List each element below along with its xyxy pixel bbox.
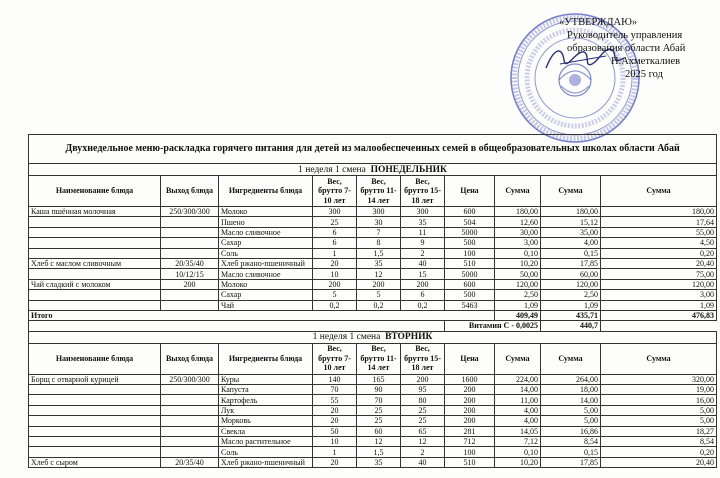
empty-cell xyxy=(601,321,717,331)
column-header: Выход блюда xyxy=(161,343,219,374)
table-cell: 12 xyxy=(357,437,401,447)
table-cell xyxy=(29,447,161,457)
table-cell: Соль xyxy=(219,248,313,258)
table-cell xyxy=(161,238,219,248)
table-cell: 25 xyxy=(313,217,357,227)
table-row xyxy=(29,374,717,384)
table-cell: 600 xyxy=(445,207,495,217)
page-title: Двухнедельное меню-раскладка горячего питания для детей из малообеспеченных семей в общеобразовательных школах области Абай xyxy=(29,135,717,164)
table-cell: Пшено xyxy=(219,217,313,227)
table-cell: 5 xyxy=(313,290,357,300)
table-cell xyxy=(29,416,161,426)
table-cell: 20 xyxy=(313,457,357,467)
table-cell: 5,00 xyxy=(601,416,717,426)
table-cell: 35 xyxy=(357,258,401,268)
table-cell: 264,00 xyxy=(541,374,601,384)
table-cell: 200 xyxy=(445,395,495,405)
table-cell: 200 xyxy=(445,385,495,395)
table-cell: 8,54 xyxy=(601,437,717,447)
table-cell: 8,54 xyxy=(541,437,601,447)
table-cell: 5000 xyxy=(445,227,495,237)
table-cell: 10 xyxy=(313,269,357,279)
table-row xyxy=(29,395,717,405)
table-cell xyxy=(29,248,161,258)
approval-line-3: образования области Абай xyxy=(567,43,686,54)
column-header: Сумма xyxy=(495,343,541,374)
table-row xyxy=(29,207,717,217)
table-row xyxy=(29,300,717,310)
table-cell: 15,12 xyxy=(541,217,601,227)
header-row xyxy=(29,343,717,374)
column-header: Цена xyxy=(445,176,495,207)
table-cell: 4,50 xyxy=(601,238,717,248)
column-header: Вес, брутто 7-10 лет xyxy=(313,176,357,207)
week-day-heading xyxy=(29,331,717,343)
table-cell: 65 xyxy=(401,426,445,436)
table-cell xyxy=(29,217,161,227)
table-cell: Куры xyxy=(219,374,313,384)
table-cell: 281 xyxy=(445,426,495,436)
column-header: Цена xyxy=(445,343,495,374)
table-row xyxy=(29,457,717,467)
table-cell: 0,2 xyxy=(357,300,401,310)
table-cell: 10 xyxy=(313,437,357,447)
table-cell xyxy=(161,395,219,405)
table-cell: 0,2 xyxy=(313,300,357,310)
table-cell: 200 xyxy=(445,416,495,426)
table-cell: 25 xyxy=(357,405,401,415)
table-cell: 80 xyxy=(401,395,445,405)
table-cell: 8 xyxy=(357,238,401,248)
table-cell: 1,09 xyxy=(495,300,541,310)
table-cell: Молоко xyxy=(219,207,313,217)
table-cell: 20 xyxy=(313,405,357,415)
table-cell xyxy=(161,290,219,300)
table-cell: 70 xyxy=(357,395,401,405)
table-cell xyxy=(161,300,219,310)
table-cell: Борщ с отварной курицей xyxy=(29,374,161,384)
table-cell: 17,85 xyxy=(541,258,601,268)
table-cell: 2 xyxy=(401,248,445,258)
table-cell: 712 xyxy=(445,437,495,447)
table-cell: 40 xyxy=(401,457,445,467)
column-header: Ингредиенты блюда xyxy=(219,176,313,207)
table-cell: 3,00 xyxy=(601,290,717,300)
table-cell: 200 xyxy=(445,405,495,415)
table-cell: Свекла xyxy=(219,426,313,436)
table-cell: Морковь xyxy=(219,416,313,426)
table-cell: 180,00 xyxy=(495,207,541,217)
table-cell xyxy=(161,416,219,426)
table-cell: 35 xyxy=(401,217,445,227)
table-cell: 4,00 xyxy=(541,238,601,248)
table-cell: 5463 xyxy=(445,300,495,310)
table-cell: Капуста xyxy=(219,385,313,395)
column-header: Вес, брутто 11-14 лет xyxy=(357,343,401,374)
approval-line-4: Н.Ахметкалиев xyxy=(611,56,681,67)
column-header: Сумма xyxy=(541,343,601,374)
week-day-heading xyxy=(29,164,717,176)
table-cell xyxy=(161,405,219,415)
table-cell: 0,15 xyxy=(541,248,601,258)
table-cell: 300 xyxy=(357,207,401,217)
table-cell: 0,15 xyxy=(541,447,601,457)
table-cell xyxy=(29,269,161,279)
table-cell: 4,00 xyxy=(495,416,541,426)
table-cell: 14,05 xyxy=(495,426,541,436)
day-name: ВТОРНИК xyxy=(385,332,433,343)
table-cell: 100 xyxy=(445,447,495,457)
table-cell xyxy=(29,385,161,395)
table-cell: 320,00 xyxy=(601,374,717,384)
table-cell: 200 xyxy=(401,279,445,289)
table-cell: 1,09 xyxy=(541,300,601,310)
table-cell xyxy=(161,426,219,436)
table-cell: Хлеб с маслом сливочным xyxy=(29,258,161,268)
table-cell: 6 xyxy=(313,238,357,248)
total-row xyxy=(29,310,717,320)
table-row xyxy=(29,269,717,279)
total-value: 409,49 xyxy=(495,310,541,320)
table-cell: Хлеб ржано-пшеничный xyxy=(219,258,313,268)
table-cell: 35 xyxy=(357,457,401,467)
table-cell: 9 xyxy=(401,238,445,248)
table-cell: 2,50 xyxy=(541,290,601,300)
approval-stamp-text xyxy=(559,16,685,81)
table-cell: 6 xyxy=(401,290,445,300)
table-cell: Чай xyxy=(219,300,313,310)
table-cell: 200 xyxy=(313,279,357,289)
table-cell: 30,00 xyxy=(495,227,541,237)
table-cell: 16,86 xyxy=(541,426,601,436)
table-row xyxy=(29,248,717,258)
table-cell: 10/12/15 xyxy=(161,269,219,279)
approval-line-5: 2025 год xyxy=(625,69,663,80)
table-cell: 300 xyxy=(313,207,357,217)
table-cell: 100 xyxy=(445,248,495,258)
column-header: Вес, брутто 15-18 лет xyxy=(401,343,445,374)
column-header: Ингредиенты блюда xyxy=(219,343,313,374)
table-cell: 6 xyxy=(313,227,357,237)
table-row xyxy=(29,279,717,289)
menu-table xyxy=(28,134,717,468)
table-cell xyxy=(29,395,161,405)
table-cell: 180,00 xyxy=(601,207,717,217)
table-cell xyxy=(29,227,161,237)
table-cell: 11,00 xyxy=(495,395,541,405)
table-cell: 20/35/40 xyxy=(161,457,219,467)
table-cell: 0,2 xyxy=(401,300,445,310)
table-cell: 7,12 xyxy=(495,437,541,447)
table-cell: 95 xyxy=(401,385,445,395)
table-cell: 0,20 xyxy=(601,447,717,457)
table-cell: 55,00 xyxy=(601,227,717,237)
approval-line-1: «УТВЕРЖДАЮ» xyxy=(559,17,638,28)
table-cell: 25 xyxy=(401,405,445,415)
table-cell: 0,10 xyxy=(495,248,541,258)
table-cell: 10,20 xyxy=(495,457,541,467)
table-cell: 1,5 xyxy=(357,447,401,457)
table-row xyxy=(29,217,717,227)
table-cell xyxy=(161,447,219,457)
table-cell xyxy=(29,300,161,310)
table-cell xyxy=(29,405,161,415)
table-cell xyxy=(29,238,161,248)
table-cell: Масло сливочное xyxy=(219,269,313,279)
table-cell: 120,00 xyxy=(495,279,541,289)
table-cell: 7 xyxy=(357,227,401,237)
table-cell: 12,60 xyxy=(495,217,541,227)
table-cell: 20,40 xyxy=(601,457,717,467)
table-cell: 120,00 xyxy=(601,279,717,289)
table-cell: 70 xyxy=(313,385,357,395)
vitamin-row xyxy=(29,321,717,331)
table-cell: 120,00 xyxy=(541,279,601,289)
column-header: Вес, брутто 11-14 лет xyxy=(357,176,401,207)
table-cell: 18,00 xyxy=(541,385,601,395)
table-cell xyxy=(161,227,219,237)
table-cell: 50,00 xyxy=(495,269,541,279)
table-cell: 140 xyxy=(313,374,357,384)
table-cell: 1600 xyxy=(445,374,495,384)
table-cell: 55 xyxy=(313,395,357,405)
table-cell: Молоко xyxy=(219,279,313,289)
table-cell: 40 xyxy=(401,258,445,268)
table-cell: 300 xyxy=(401,207,445,217)
table-cell: 1,5 xyxy=(357,248,401,258)
table-cell: 510 xyxy=(445,258,495,268)
table-cell: Лук xyxy=(219,405,313,415)
table-cell: 20 xyxy=(313,416,357,426)
table-cell: Картофель xyxy=(219,395,313,405)
table-cell: Каша пшённая молочная xyxy=(29,207,161,217)
table-cell: 20,40 xyxy=(601,258,717,268)
table-cell: 165 xyxy=(357,374,401,384)
table-cell: 5 xyxy=(357,290,401,300)
total-value: 476,83 xyxy=(601,310,717,320)
table-cell: Чай сладкий с молоком xyxy=(29,279,161,289)
table-row xyxy=(29,447,717,457)
table-row xyxy=(29,290,717,300)
table-cell: 12 xyxy=(401,437,445,447)
table-cell: 20/35/40 xyxy=(161,258,219,268)
table-cell: 0,10 xyxy=(495,447,541,457)
table-cell: 25 xyxy=(357,416,401,426)
table-cell: 5,00 xyxy=(601,405,717,415)
table-cell: 1,09 xyxy=(601,300,717,310)
table-cell: 14,00 xyxy=(495,385,541,395)
table-row xyxy=(29,238,717,248)
table-cell: 19,00 xyxy=(601,385,717,395)
total-label: Итого xyxy=(29,310,495,320)
table-cell: 17,64 xyxy=(601,217,717,227)
table-row xyxy=(29,416,717,426)
table-row xyxy=(29,405,717,415)
table-cell: 5000 xyxy=(445,269,495,279)
table-cell: Масло растительное xyxy=(219,437,313,447)
table-cell: 15 xyxy=(401,269,445,279)
table-cell xyxy=(161,217,219,227)
table-row xyxy=(29,426,717,436)
table-cell: 180,00 xyxy=(541,207,601,217)
table-cell: 12 xyxy=(357,269,401,279)
table-cell: 18,27 xyxy=(601,426,717,436)
table-cell xyxy=(161,437,219,447)
day-name: ПОНЕДЕЛЬНИК xyxy=(370,164,447,175)
table-cell: 224,00 xyxy=(495,374,541,384)
table-cell: 200 xyxy=(161,279,219,289)
column-header: Сумма xyxy=(495,176,541,207)
table-cell: 17,85 xyxy=(541,457,601,467)
table-cell xyxy=(161,385,219,395)
table-cell: 20 xyxy=(313,258,357,268)
table-cell: 10,20 xyxy=(495,258,541,268)
table-row xyxy=(29,258,717,268)
column-header: Сумма xyxy=(541,176,601,207)
column-header: Наименование блюда xyxy=(29,343,161,374)
table-cell: 5,00 xyxy=(541,416,601,426)
table-cell: Масло сливочное xyxy=(219,227,313,237)
table-cell: 504 xyxy=(445,217,495,227)
table-cell: 250/300/300 xyxy=(161,207,219,217)
table-cell: 90 xyxy=(357,385,401,395)
column-header: Наименование блюда xyxy=(29,176,161,207)
week-day-row xyxy=(29,164,717,176)
week-label: 1 неделя 1 смена xyxy=(298,164,366,175)
table-cell xyxy=(29,426,161,436)
table-cell: 1 xyxy=(313,248,357,258)
table-cell: 50 xyxy=(313,426,357,436)
table-cell: Хлеб с сыром xyxy=(29,457,161,467)
table-cell: 0,20 xyxy=(601,248,717,258)
column-header: Вес, брутто 7-10 лет xyxy=(313,343,357,374)
table-cell: 250/300/300 xyxy=(161,374,219,384)
table-cell: 75,00 xyxy=(601,269,717,279)
table-cell: 600 xyxy=(445,279,495,289)
table-cell: 11 xyxy=(401,227,445,237)
table-row xyxy=(29,385,717,395)
table-cell: 5,00 xyxy=(541,405,601,415)
table-cell: 3,00 xyxy=(495,238,541,248)
week-label: 1 неделя 1 смена xyxy=(312,332,381,343)
table-cell: 35,00 xyxy=(541,227,601,237)
column-header: Сумма xyxy=(601,176,717,207)
table-cell: 510 xyxy=(445,457,495,467)
table-cell xyxy=(29,290,161,300)
column-header: Сумма xyxy=(601,343,717,374)
table-cell: 200 xyxy=(401,374,445,384)
table-cell: 200 xyxy=(357,279,401,289)
week-day-row xyxy=(29,331,717,343)
table-row xyxy=(29,227,717,237)
column-header: Вес, брутто 15-18 лет xyxy=(401,176,445,207)
approval-line-2: Руководитель управления xyxy=(567,30,683,41)
table-cell: 60 xyxy=(357,426,401,436)
table-cell: 16,00 xyxy=(601,395,717,405)
table-cell: Сахар xyxy=(219,290,313,300)
table-cell xyxy=(29,437,161,447)
table-cell: Сахар xyxy=(219,238,313,248)
table-cell: 2 xyxy=(401,447,445,457)
total-value: 435,71 xyxy=(541,310,601,320)
header-row xyxy=(29,176,717,207)
column-header: Выход блюда xyxy=(161,176,219,207)
table-cell: Хлеб ржано-пшеничный xyxy=(219,457,313,467)
table-cell: 14,00 xyxy=(541,395,601,405)
table-cell: 500 xyxy=(445,290,495,300)
table-cell: 30 xyxy=(357,217,401,227)
vitamin-label: Витамин С - 0,0025 xyxy=(445,321,541,331)
table-cell: 2,50 xyxy=(495,290,541,300)
table-cell: 60,00 xyxy=(541,269,601,279)
table-cell: 1 xyxy=(313,447,357,457)
table-cell xyxy=(161,248,219,258)
table-cell: 25 xyxy=(401,416,445,426)
vitamin-value: 440,7 xyxy=(541,321,601,331)
empty-cell xyxy=(29,321,445,331)
table-cell: 500 xyxy=(445,238,495,248)
table-cell: 4,00 xyxy=(495,405,541,415)
table-row xyxy=(29,437,717,447)
table-cell: Соль xyxy=(219,447,313,457)
